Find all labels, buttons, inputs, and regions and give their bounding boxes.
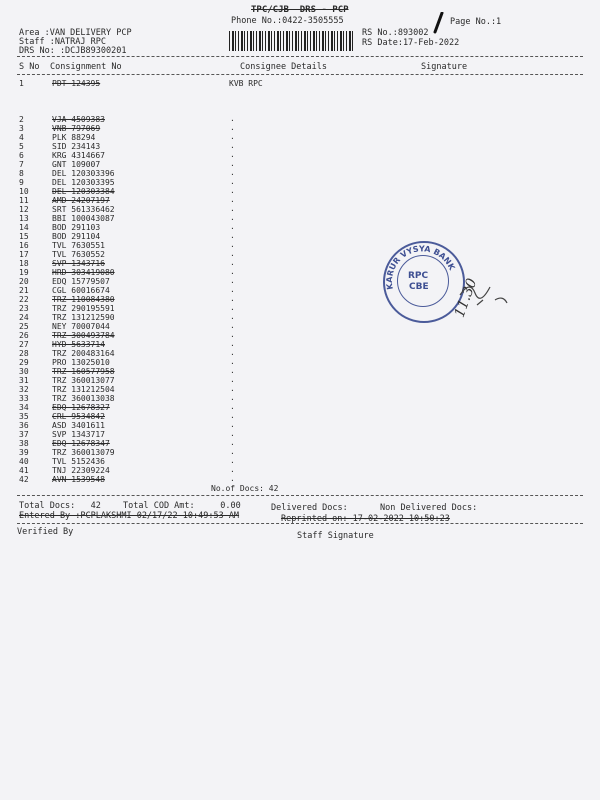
row-consignment: HRD 303419080 [52,268,115,277]
col-consignment: Consignment No [50,62,122,72]
row-consignee-dot: . [230,285,235,294]
row-consignee-dot: . [230,276,235,285]
row-consignee-dot: . [230,186,235,195]
row-consignment: KRG 4314667 [52,151,105,160]
rs-number: RS No.:893002 [362,28,429,38]
reprinted-on: Reprinted on: 17-02-2022 10:50:23 [281,514,450,524]
row-consignee-dot: . [230,114,235,123]
col-sno: S No [19,62,40,72]
row-consignment: CRL 9534842 [52,412,105,421]
row-sno: 26 [19,331,29,340]
row-sno: 22 [19,295,29,304]
row-consignment: BOD 291103 [52,223,101,232]
row-consignee-dot: . [230,465,235,474]
row-consignment: TNJ 22309224 [52,466,110,475]
row-sno: 8 [19,169,24,178]
total-cod: Total COD Amt: 0.00 [123,501,241,511]
row-sno: 13 [19,214,29,223]
row-consignee-dot: . [230,231,235,240]
col-consignee: Consignee Details [240,62,327,72]
row-sno: 34 [19,403,29,412]
row-consignment: DEL 120303396 [52,169,115,178]
row-consignment: NEY 70007044 [52,322,110,331]
row-consignee-dot: . [230,294,235,303]
row-consignment: TRZ 131212504 [52,385,115,394]
row-consignment: PDT 124395 [52,79,101,88]
row-consignment: AVN 1539548 [52,475,105,484]
row-sno: 36 [19,421,29,430]
row-consignment: GNT 109007 [52,160,101,169]
non-delivered-docs: Non Delivered Docs: [380,503,478,513]
row-sno: 21 [19,286,29,295]
svg-text:KARUR VYSYA BANK: KARUR VYSYA BANK [384,244,457,291]
row-consignee-dot: . [230,222,235,231]
row-consignee-dot: . [230,375,235,384]
row-consignee-dot: . [230,204,235,213]
row-sno: 28 [19,349,29,358]
row-sno: 15 [19,232,29,241]
barcode [229,31,355,51]
row-sno: 33 [19,394,29,403]
row-consignment: TRZ 290195591 [52,304,115,313]
row-consignment: VNB 797069 [52,124,101,133]
phone-number: Phone No.:0422-3505555 [231,16,344,26]
row-consignee-dot: . [230,420,235,429]
row-consignee-dot: . [230,357,235,366]
row-sno: 41 [19,466,29,475]
row-consignment: BOD 291104 [52,232,101,241]
row-consignee-dot: . [230,393,235,402]
row-consignee-dot: . [230,195,235,204]
signature-scribble-icon [455,275,515,325]
footer-bottom-divider [17,523,583,524]
row-consignee-dot: . [230,456,235,465]
row-consignment: CGL 60016674 [52,286,110,295]
row-consignment: DEL 120303384 [52,187,115,196]
row-consignee-dot: . [230,411,235,420]
header-divider [17,56,583,57]
row-consignee-dot: . [230,177,235,186]
row-consignee-dot: . [230,141,235,150]
row-consignment: VJA 4509383 [52,115,105,124]
row-sno: 2 [19,115,24,124]
row-sno: 35 [19,412,29,421]
row-consignment: TVL 7630552 [52,250,105,259]
row-sno: 3 [19,124,24,133]
row-sno: 25 [19,322,29,331]
row-sno: 16 [19,241,29,250]
row-sno: 5 [19,142,24,151]
drs-number: DRS No: :DCJB89300201 [19,46,127,56]
col-signature: Signature [421,62,468,72]
row-sno: 14 [19,223,29,232]
row-consignee-dot: . [230,240,235,249]
row-consignee-dot: . [230,402,235,411]
row-consignment: TRZ 200483164 [52,349,115,358]
row-sno: 30 [19,367,29,376]
row-consignee-dot: . [230,123,235,132]
row-consignee-dot: . [230,150,235,159]
stamp-line-rpc: RPC [408,271,429,281]
row-consignment: SVP 1343716 [52,259,105,268]
row-sno: 4 [19,133,24,142]
row-sno: 31 [19,376,29,385]
row-consignment: EDQ 15779507 [52,277,110,286]
no-of-docs: No.of Docs: 42 [211,484,279,493]
row-consignee-dot: . [230,168,235,177]
row-consignee-dot: . [230,159,235,168]
verified-by: Verified By [17,527,74,537]
row-consignment: TVL 5152436 [52,457,105,466]
document-title: TPC/CJB DRS - PCP [251,5,349,15]
row-sno: 18 [19,259,29,268]
row-sno: 20 [19,277,29,286]
row-consignment: SVP 1343717 [52,430,105,439]
row-sno: 19 [19,268,29,277]
row-sno: 24 [19,313,29,322]
row-consignee-dot: . [230,330,235,339]
row-consignee-dot: . [230,366,235,375]
row-sno: 23 [19,304,29,313]
handwritten-time: 11.30 [451,276,481,320]
row-consignment: EDQ 12678327 [52,403,110,412]
row-consignment: TRZ 110084380 [52,295,115,304]
row-consignee: KVB RPC [229,79,263,88]
row-sno: 12 [19,205,29,214]
row-consignment: SRT 561336462 [52,205,115,214]
row-sno: 17 [19,250,29,259]
row-consignee-dot: . [230,384,235,393]
column-divider [17,74,583,75]
row-sno: 7 [19,160,24,169]
row-consignee-dot: . [230,429,235,438]
row-consignee-dot: . [230,447,235,456]
row-consignment: TRZ 360013079 [52,448,115,457]
rs-date: RS Date:17-Feb-2022 [362,38,460,48]
pen-mark-icon [432,12,446,34]
row-sno: 10 [19,187,29,196]
row-sno: 9 [19,178,24,187]
stamp-line-cbe: CBE [409,282,429,292]
row-consignee-dot: . [230,438,235,447]
footer-divider [17,495,583,496]
area-label: Area :VAN DELIVERY PCP [19,28,132,38]
row-consignment: TRZ 131212590 [52,313,115,322]
row-consignment: TRZ 160577958 [52,367,115,376]
staff-label: Staff :NATRAJ RPC [19,37,106,47]
row-consignment: BBI 100043087 [52,214,115,223]
row-consignment: TVL 7630551 [52,241,105,250]
row-consignee-dot: . [230,339,235,348]
row-consignee-dot: . [230,132,235,141]
row-consignment: EDQ 12678347 [52,439,110,448]
row-consignee-dot: . [230,348,235,357]
row-sno: 6 [19,151,24,160]
row-sno: 29 [19,358,29,367]
row-sno: 32 [19,385,29,394]
row-consignment: DEL 120303395 [52,178,115,187]
total-docs: Total Docs: 42 [19,501,101,511]
row-consignment: PRO 13025010 [52,358,110,367]
row-sno: 39 [19,448,29,457]
entered-by: Entered By :PCPLAKSHMI 02/17/22 10:49:53 AM [19,511,240,521]
row-sno: 27 [19,340,29,349]
row-consignment: TRZ 300493784 [52,331,115,340]
row-consignee-dot: . [230,267,235,276]
row-consignee-dot: . [230,213,235,222]
delivered-docs: Delivered Docs: [271,503,348,513]
row-consignee-dot: . [230,321,235,330]
row-consignment: HYD 5633714 [52,340,105,349]
row-consignment: TRZ 360013038 [52,394,115,403]
row-consignee-dot: . [230,474,235,483]
row-sno: 42 [19,475,29,484]
row-sno: 40 [19,457,29,466]
row-sno: 11 [19,196,29,205]
row-consignment: ASD 3401611 [52,421,105,430]
staff-signature: Staff Signature [297,531,374,541]
row-sno: 37 [19,430,29,439]
row-consignment: PLK 88294 [52,133,96,142]
row-consignee-dot: . [230,249,235,258]
page-number: Page No.:1 [450,17,502,27]
row-consignment: SID 234143 [52,142,101,151]
row-consignee-dot: . [230,258,235,267]
row-consignee-dot: . [230,312,235,321]
row-consignee-dot: . [230,303,235,312]
row-consignment: AMD 24207197 [52,196,110,205]
row-sno: 1 [19,79,24,88]
row-consignment: TRZ 360013077 [52,376,115,385]
row-sno: 38 [19,439,29,448]
